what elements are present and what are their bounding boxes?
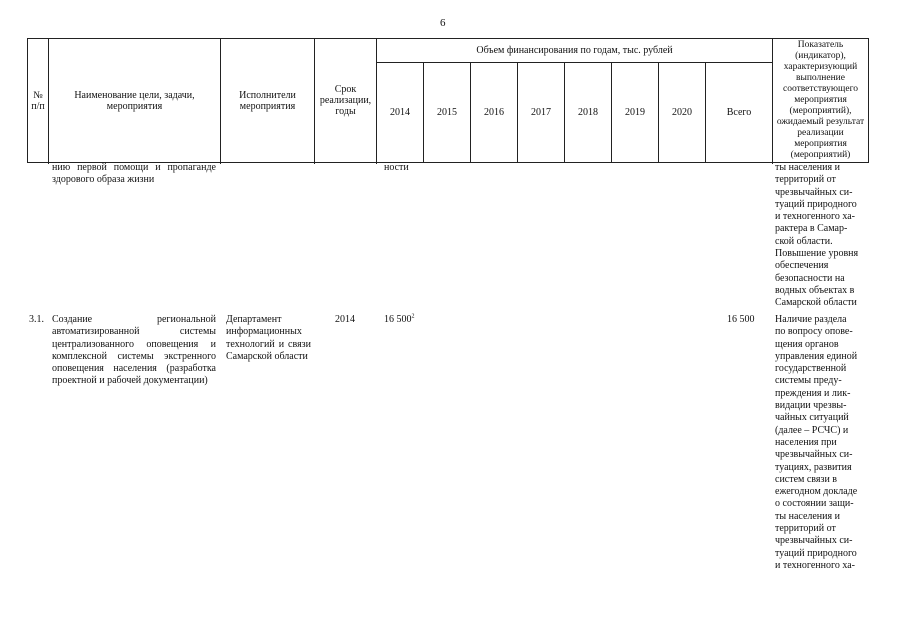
column-divider bbox=[220, 160, 221, 164]
header-total: Всего bbox=[706, 63, 773, 163]
header-year-2016: 2016 bbox=[471, 63, 518, 163]
header-year-2019: 2019 bbox=[612, 63, 659, 163]
column-divider bbox=[376, 160, 377, 164]
header-indicator: Показатель (индикатор), характеризующий выполнение соответствующего мероприятия (мероприятий), ожидаемый результат реализации мероприятия (мероприятий) bbox=[773, 39, 869, 163]
row-3-1-name: Создание региональной автоматизированной системы централизованного оповещения и комплексной системы экстренного оповещения населения (разработка проектной и рабочей документации) bbox=[52, 314, 216, 387]
header-executors: Исполнители мероприятия bbox=[221, 39, 315, 163]
cont-row-name: нию первой помощи и пропаганде здорового образа жизни bbox=[52, 162, 216, 186]
header-year-2017: 2017 bbox=[518, 63, 565, 163]
footnote-mark: 2 bbox=[411, 313, 415, 320]
header-num: № п/п bbox=[28, 39, 49, 163]
cont-row-term: ности bbox=[384, 162, 409, 173]
column-divider bbox=[48, 160, 49, 164]
row-3-1-total: 16 500 bbox=[727, 314, 755, 325]
header-year-2014: 2014 bbox=[377, 63, 424, 163]
header-year-2020: 2020 bbox=[659, 63, 706, 163]
header-year-2018: 2018 bbox=[565, 63, 612, 163]
header-term: Срок реализации, годы bbox=[315, 39, 377, 163]
row-3-1-executors: Департамент информационных технологий и связи Самарской области bbox=[226, 314, 311, 362]
table-header bbox=[27, 38, 869, 163]
column-divider bbox=[772, 160, 773, 164]
page-number: 6 bbox=[440, 17, 446, 29]
header-name: Наименование цели, задачи, мероприятия bbox=[49, 39, 221, 163]
row-3-1-num: 3.1. bbox=[29, 314, 44, 325]
row-3-1-indicator: Наличие раздела по вопросу опове- щения органов управления единой государственной системы преду- преждения и лик- видации чрезвы- чайных ситуаций (далее – РСЧС) и населения при чрезвычайных си- туациях, развития систем связи в ежегодном докладе о состоянии защи- ты населения и территорий от чрезвычайных си- туаций природного и техногенного ха- bbox=[775, 314, 858, 571]
header-year-2015: 2015 bbox=[424, 63, 471, 163]
row-3-1-value-2014: 16 $500^2$ bbox=[384, 313, 415, 325]
header-funding: Объем финансирования по годам, тыс. рублей bbox=[377, 39, 773, 63]
row-3-1-term: 2014 bbox=[335, 314, 355, 325]
cont-row-indicator: ты населения и территорий от чрезвычайных си- туаций природного и техногенного ха- рактера в Самар- ской области. Повышение уровня обеспечения безопасности на водных объектах в Самарской области bbox=[775, 162, 859, 309]
column-divider bbox=[314, 160, 315, 164]
